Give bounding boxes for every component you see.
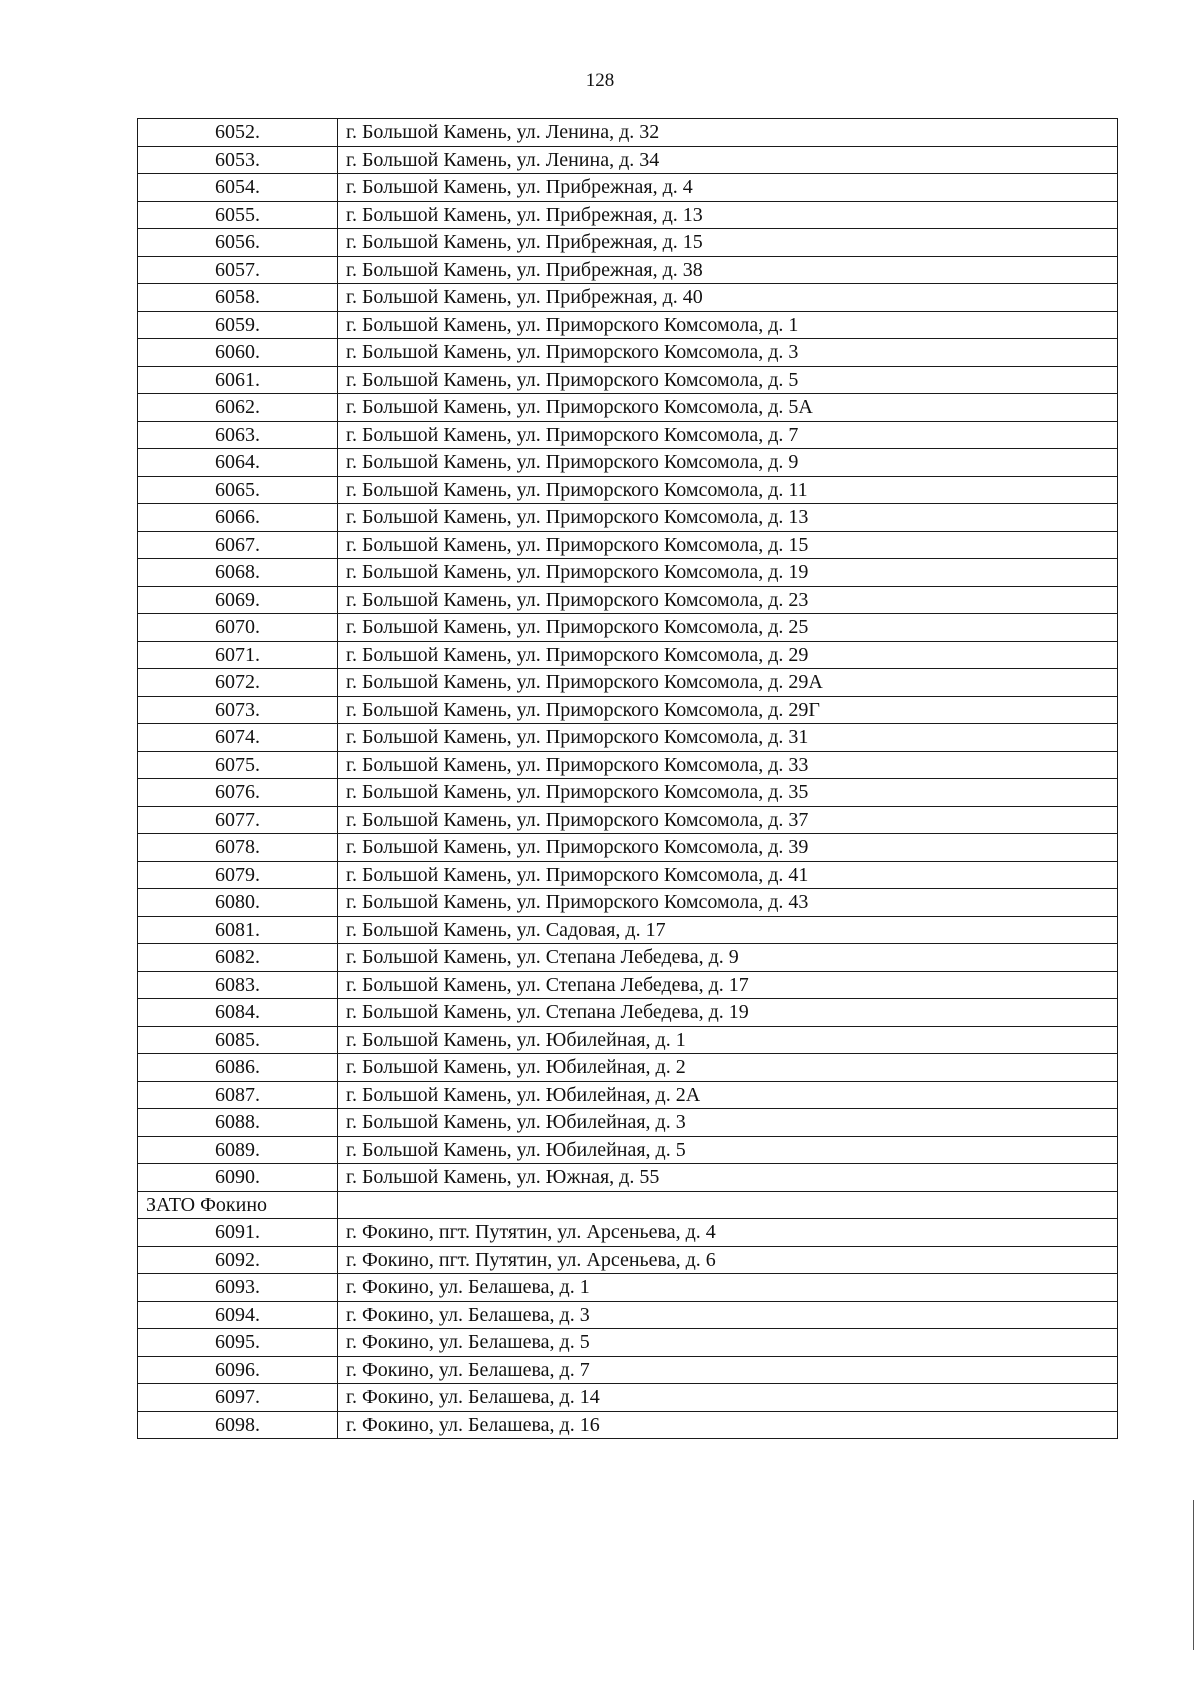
row-number: 6076. [138, 779, 338, 807]
section-row [138, 1191, 1118, 1219]
row-address: г. Большой Камень, ул. Приморского Комсомола, д. 3 [338, 339, 1118, 367]
section-empty-cell [338, 1191, 1118, 1219]
row-address: г. Большой Камень, ул. Приморского Комсомола, д. 15 [338, 531, 1118, 559]
row-number: 6097. [138, 1384, 338, 1412]
address-registry-table [137, 118, 1118, 1439]
table-row [138, 1411, 1118, 1439]
row-number: 6072. [138, 669, 338, 697]
table-row [138, 1109, 1118, 1137]
row-number: 6096. [138, 1356, 338, 1384]
row-number: 6065. [138, 476, 338, 504]
row-address: г. Большой Камень, ул. Приморского Комсомола, д. 11 [338, 476, 1118, 504]
table-row [138, 339, 1118, 367]
row-number: 6055. [138, 201, 338, 229]
table-row [138, 889, 1118, 917]
row-address: г. Большой Камень, ул. Юбилейная, д. 1 [338, 1026, 1118, 1054]
row-number: 6086. [138, 1054, 338, 1082]
row-address: г. Большой Камень, ул. Приморского Комсомола, д. 13 [338, 504, 1118, 532]
table-row [138, 1384, 1118, 1412]
row-address: г. Фокино, ул. Белашева, д. 14 [338, 1384, 1118, 1412]
table-row [138, 1136, 1118, 1164]
row-address: г. Фокино, пгт. Путятин, ул. Арсеньева, д. 4 [338, 1219, 1118, 1247]
row-address: г. Большой Камень, ул. Приморского Комсомола, д. 5А [338, 394, 1118, 422]
row-number: 6068. [138, 559, 338, 587]
table-row [138, 779, 1118, 807]
table-row [138, 504, 1118, 532]
table-row [138, 1329, 1118, 1357]
table-row [138, 394, 1118, 422]
row-number: 6066. [138, 504, 338, 532]
row-number: 6064. [138, 449, 338, 477]
table-row [138, 971, 1118, 999]
table-row [138, 1301, 1118, 1329]
table-row [138, 916, 1118, 944]
table-row [138, 641, 1118, 669]
table-row [138, 421, 1118, 449]
table-row [138, 1054, 1118, 1082]
row-address: г. Большой Камень, ул. Приморского Комсомола, д. 39 [338, 834, 1118, 862]
table-row [138, 531, 1118, 559]
row-number: 6061. [138, 366, 338, 394]
row-address: г. Большой Камень, ул. Садовая, д. 17 [338, 916, 1118, 944]
row-number: 6078. [138, 834, 338, 862]
row-number: 6083. [138, 971, 338, 999]
row-address: г. Фокино, ул. Белашева, д. 1 [338, 1274, 1118, 1302]
row-address: г. Большой Камень, ул. Прибрежная, д. 4 [338, 174, 1118, 202]
row-number: 6074. [138, 724, 338, 752]
row-address: г. Большой Камень, ул. Ленина, д. 34 [338, 146, 1118, 174]
row-number: 6057. [138, 256, 338, 284]
row-number: 6062. [138, 394, 338, 422]
row-number: 6077. [138, 806, 338, 834]
row-number: 6053. [138, 146, 338, 174]
row-address: г. Фокино, ул. Белашева, д. 3 [338, 1301, 1118, 1329]
table-row [138, 1164, 1118, 1192]
section-title: ЗАТО Фокино [138, 1191, 338, 1219]
row-address: г. Большой Камень, ул. Ленина, д. 32 [338, 119, 1118, 147]
row-address: г. Большой Камень, ул. Юбилейная, д. 3 [338, 1109, 1118, 1137]
row-number: 6056. [138, 229, 338, 257]
row-address: г. Большой Камень, ул. Приморского Комсомола, д. 31 [338, 724, 1118, 752]
row-number: 6063. [138, 421, 338, 449]
table-row [138, 751, 1118, 779]
row-address: г. Большой Камень, ул. Юбилейная, д. 5 [338, 1136, 1118, 1164]
row-address: г. Большой Камень, ул. Прибрежная, д. 38 [338, 256, 1118, 284]
row-address: г. Большой Камень, ул. Приморского Комсомола, д. 41 [338, 861, 1118, 889]
row-number: 6060. [138, 339, 338, 367]
table-row [138, 476, 1118, 504]
row-address: г. Большой Камень, ул. Степана Лебедева, д. 17 [338, 971, 1118, 999]
row-number: 6073. [138, 696, 338, 724]
row-number: 6080. [138, 889, 338, 917]
row-address: г. Большой Камень, ул. Приморского Комсомола, д. 1 [338, 311, 1118, 339]
row-address: г. Большой Камень, ул. Приморского Комсомола, д. 25 [338, 614, 1118, 642]
row-number: 6092. [138, 1246, 338, 1274]
row-number: 6087. [138, 1081, 338, 1109]
row-number: 6070. [138, 614, 338, 642]
table-row [138, 1246, 1118, 1274]
table-row [138, 256, 1118, 284]
row-address: г. Фокино, ул. Белашева, д. 16 [338, 1411, 1118, 1439]
row-number: 6071. [138, 641, 338, 669]
row-number: 6085. [138, 1026, 338, 1054]
table-body [138, 119, 1118, 1439]
row-number: 6094. [138, 1301, 338, 1329]
table-row [138, 201, 1118, 229]
row-address: г. Большой Камень, ул. Степана Лебедева, д. 9 [338, 944, 1118, 972]
table-row [138, 284, 1118, 312]
row-address: г. Большой Камень, ул. Приморского Комсомола, д. 43 [338, 889, 1118, 917]
row-number: 6084. [138, 999, 338, 1027]
table-row [138, 944, 1118, 972]
row-address: г. Большой Камень, ул. Приморского Комсомола, д. 9 [338, 449, 1118, 477]
row-address: г. Большой Камень, ул. Приморского Комсомола, д. 5 [338, 366, 1118, 394]
row-number: 6067. [138, 531, 338, 559]
table-row [138, 999, 1118, 1027]
row-address: г. Большой Камень, ул. Юбилейная, д. 2А [338, 1081, 1118, 1109]
table-row [138, 174, 1118, 202]
row-address: г. Большой Камень, ул. Прибрежная, д. 40 [338, 284, 1118, 312]
table-row [138, 1081, 1118, 1109]
row-address: г. Большой Камень, ул. Приморского Комсомола, д. 37 [338, 806, 1118, 834]
row-number: 6090. [138, 1164, 338, 1192]
table-row [138, 1219, 1118, 1247]
row-address: г. Фокино, пгт. Путятин, ул. Арсеньева, д. 6 [338, 1246, 1118, 1274]
table-row [138, 146, 1118, 174]
row-number: 6069. [138, 586, 338, 614]
row-number: 6098. [138, 1411, 338, 1439]
table-row [138, 669, 1118, 697]
table-row [138, 559, 1118, 587]
row-address: г. Большой Камень, ул. Приморского Комсомола, д. 23 [338, 586, 1118, 614]
table-row [138, 311, 1118, 339]
table-row [138, 724, 1118, 752]
row-address: г. Большой Камень, ул. Южная, д. 55 [338, 1164, 1118, 1192]
row-number: 6081. [138, 916, 338, 944]
table-row [138, 119, 1118, 147]
row-address: г. Большой Камень, ул. Приморского Комсомола, д. 29А [338, 669, 1118, 697]
row-address: г. Большой Камень, ул. Приморского Комсомола, д. 33 [338, 751, 1118, 779]
row-address: г. Фокино, ул. Белашева, д. 7 [338, 1356, 1118, 1384]
row-address: г. Большой Камень, ул. Степана Лебедева, д. 19 [338, 999, 1118, 1027]
row-number: 6082. [138, 944, 338, 972]
row-address: г. Большой Камень, ул. Приморского Комсомола, д. 19 [338, 559, 1118, 587]
table-row [138, 1356, 1118, 1384]
table-row [138, 834, 1118, 862]
row-number: 6091. [138, 1219, 338, 1247]
row-address: г. Большой Камень, ул. Приморского Комсомола, д. 29Г [338, 696, 1118, 724]
scan-edge-line [1193, 1500, 1194, 1650]
table-row [138, 806, 1118, 834]
row-number: 6093. [138, 1274, 338, 1302]
table-row [138, 586, 1118, 614]
table-row [138, 449, 1118, 477]
row-address: г. Фокино, ул. Белашева, д. 5 [338, 1329, 1118, 1357]
page-number: 128 [585, 70, 615, 91]
row-number: 6075. [138, 751, 338, 779]
row-number: 6052. [138, 119, 338, 147]
row-address: г. Большой Камень, ул. Юбилейная, д. 2 [338, 1054, 1118, 1082]
table-row [138, 1026, 1118, 1054]
row-address: г. Большой Камень, ул. Приморского Комсомола, д. 35 [338, 779, 1118, 807]
table-row [138, 861, 1118, 889]
row-address: г. Большой Камень, ул. Прибрежная, д. 15 [338, 229, 1118, 257]
row-address: г. Большой Камень, ул. Прибрежная, д. 13 [338, 201, 1118, 229]
row-number: 6058. [138, 284, 338, 312]
row-address: г. Большой Камень, ул. Приморского Комсомола, д. 7 [338, 421, 1118, 449]
row-number: 6095. [138, 1329, 338, 1357]
row-number: 6059. [138, 311, 338, 339]
table-row [138, 1274, 1118, 1302]
table-row [138, 229, 1118, 257]
table-row [138, 366, 1118, 394]
row-number: 6089. [138, 1136, 338, 1164]
row-number: 6054. [138, 174, 338, 202]
table-row [138, 696, 1118, 724]
row-address: г. Большой Камень, ул. Приморского Комсомола, д. 29 [338, 641, 1118, 669]
row-number: 6079. [138, 861, 338, 889]
table-row [138, 614, 1118, 642]
row-number: 6088. [138, 1109, 338, 1137]
